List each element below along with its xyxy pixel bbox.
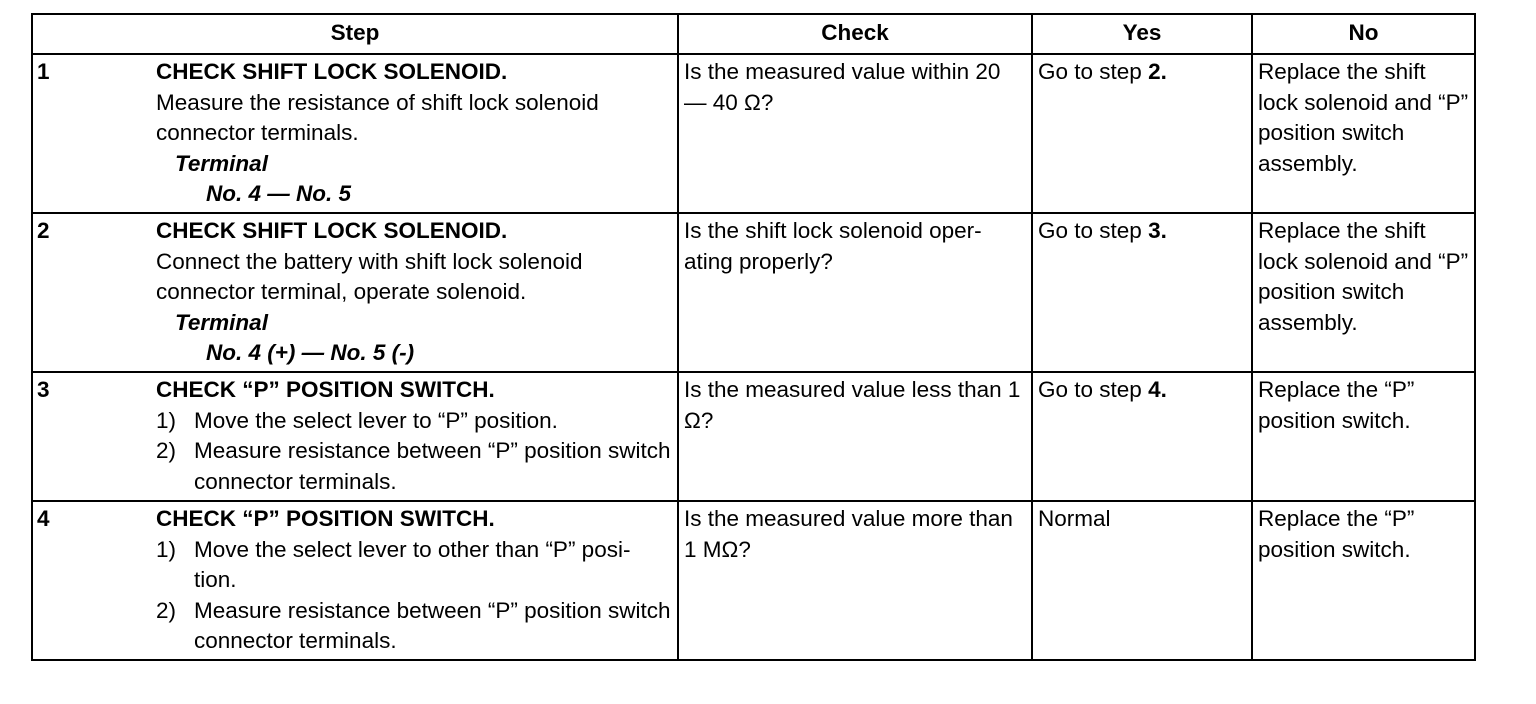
header-check: Check [678, 14, 1032, 54]
header-no: No [1252, 14, 1475, 54]
step-cell [32, 54, 678, 213]
step-title: CHECK “P” POSITION SWITCH. [156, 377, 495, 402]
yes-prefix: Go to step [1038, 377, 1149, 402]
yes-cell [1032, 372, 1252, 501]
step-title: CHECK “P” POSITION SWITCH. [156, 506, 495, 531]
sub-step-number: 1) [156, 536, 177, 562]
step-text: Measure the resistance of shift lock solenoid connector terminals. [156, 89, 599, 145]
yes-cell: Normal [1032, 501, 1252, 660]
sub-step [156, 535, 672, 596]
step-number: 2 [37, 218, 50, 243]
step-text: Connect the battery with shift lock solenoid connector terminal, operate solenoid. [156, 248, 583, 304]
step-cell [32, 501, 678, 660]
sub-step [156, 406, 672, 437]
table-row [32, 372, 1475, 501]
sub-step-number: 2) [156, 438, 177, 463]
step-number: 1 [37, 59, 50, 84]
sub-step-text: Measure resistance between “P” position switch connector terminals. [194, 438, 671, 494]
step-title: CHECK SHIFT LOCK SOLENOID. [156, 59, 508, 84]
check-cell: Is the shift lock solenoid oper-ating properly? [678, 213, 1032, 372]
check-cell: Is the measured value more than 1 MΩ? [678, 501, 1032, 660]
no-cell: Replace the shift lock solenoid and “P” position switch assembly. [1252, 54, 1475, 213]
no-cell: Replace the shift lock solenoid and “P” position switch assembly. [1252, 213, 1475, 372]
step-cell [32, 213, 678, 372]
check-cell: Is the measured value within 20 — 40 Ω? [678, 54, 1032, 213]
terminal-value: No. 4 — No. 5 [206, 181, 352, 206]
sub-step [156, 596, 672, 657]
table-row [32, 54, 1475, 213]
no-cell: Replace the “P” position switch. [1252, 501, 1475, 660]
yes-step: 2. [1148, 59, 1167, 84]
yes-step: 3. [1148, 218, 1167, 243]
yes-prefix: Go to step [1038, 218, 1149, 243]
header-row [32, 14, 1475, 54]
step-number: 4 [37, 506, 50, 531]
table-row [32, 213, 1475, 372]
diagnostic-table-sheet [31, 13, 1474, 661]
table-row [32, 501, 1475, 660]
sub-step-text: Move the select lever to other than “P” posi-tion. [194, 536, 631, 592]
header-yes: Yes [1032, 14, 1252, 54]
check-cell: Is the measured value less than 1 Ω? [678, 372, 1032, 501]
sub-step-text: Move the select lever to “P” position. [194, 407, 558, 433]
yes-cell [1032, 54, 1252, 213]
diagnostic-table [31, 13, 1476, 661]
terminal-label: Terminal [175, 150, 268, 176]
step-number: 3 [37, 377, 50, 402]
step-cell [32, 372, 678, 501]
header-step: Step [32, 14, 678, 54]
sub-step-number: 1) [156, 407, 177, 433]
yes-cell [1032, 213, 1252, 372]
terminal-label: Terminal [175, 309, 268, 335]
step-title: CHECK SHIFT LOCK SOLENOID. [156, 218, 508, 243]
sub-step-text: Measure resistance between “P” position switch connector terminals. [194, 597, 671, 653]
yes-prefix: Go to step [1038, 59, 1149, 84]
yes-step: 4. [1148, 377, 1167, 402]
no-cell: Replace the “P” position switch. [1252, 372, 1475, 501]
sub-step [156, 436, 672, 497]
terminal-value: No. 4 (+) — No. 5 (-) [206, 340, 415, 365]
sub-step-number: 2) [156, 597, 177, 623]
